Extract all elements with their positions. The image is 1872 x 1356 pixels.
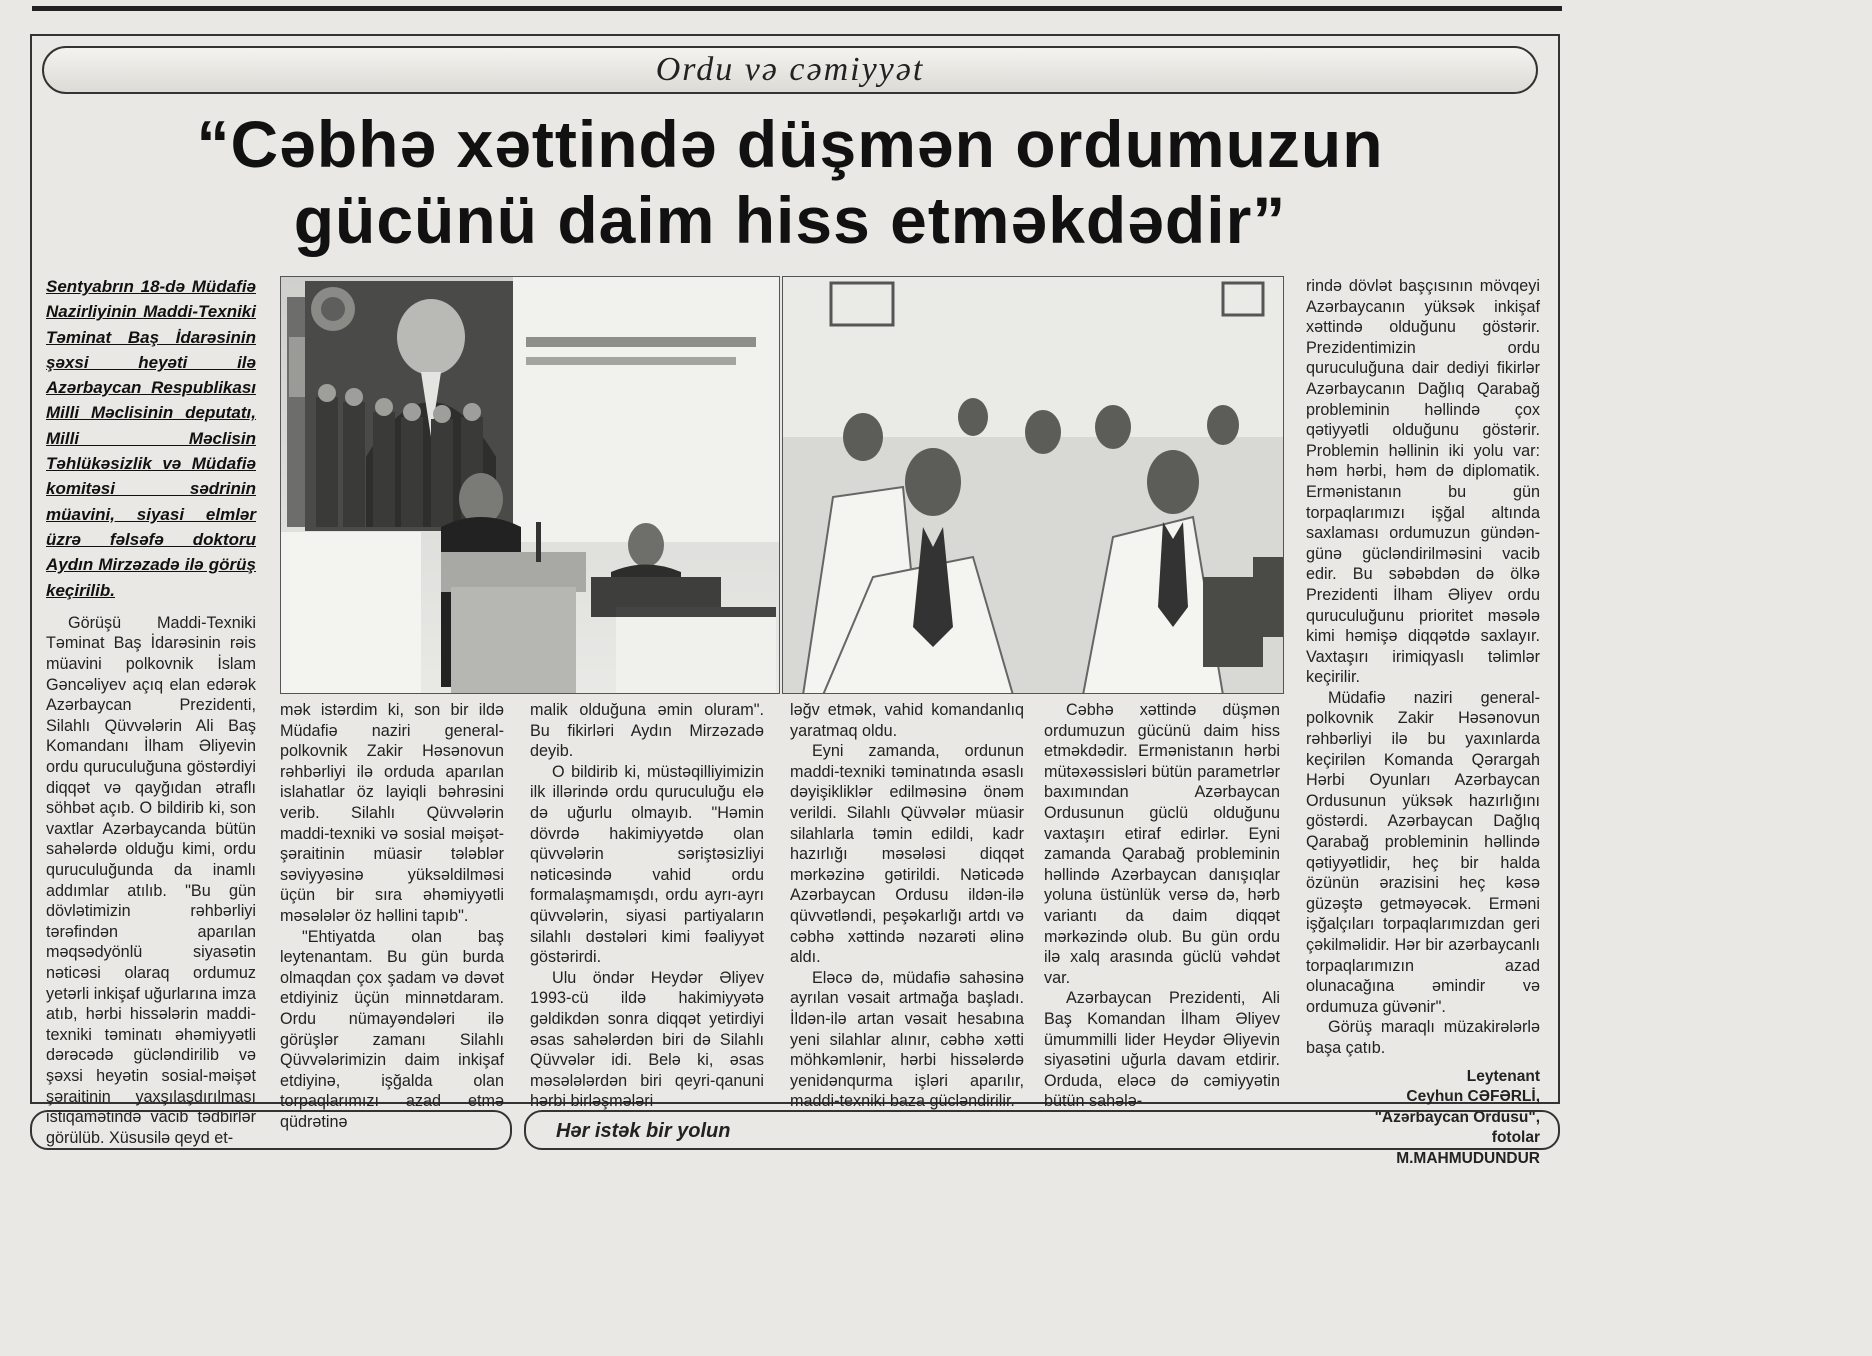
photo-speaker-image: [281, 277, 780, 694]
column-3: [530, 700, 764, 1112]
photo-audience: [782, 276, 1284, 694]
paragraph: Azərbaycan Prezidenti, Ali Baş Komandan İlham Əliyev ümummilli lider Heydər Əliyevin siyasətini uğurla davam etdirir. Orduda, eləcə də cəmiyyətin bütün sahələ-: [1044, 989, 1280, 1111]
column-2: [280, 700, 504, 1132]
paragraph: Cəbhə xəttində düşmən ordumuzun gücünü daim hiss etməkdədir. Ermənistanın hərbi mütəxəssisləri bütün parametrlər baxımından Azərbaycan Ordusunun güclü olduğunu vaxtaşırı etiraf edirlər. Eyni zamanda Qarabağ probleminin həllində Azərbaycan danışıqlar yoluna üstünlük versə də, hərb variantı da daim diqqət mərkəzində olub. Bu gün ordu ilə xalq arasında güclü vəhdət var.: [1044, 701, 1280, 987]
top-rule: [32, 6, 1562, 11]
paragraph: Görüş maraqlı müzakirələrlə başa çatıb.: [1306, 1018, 1540, 1057]
lead-paragraph: Sentyabrın 18-də Müdafiə Nazirliyinin Maddi-Texniki Təminat Baş İdarəsinin şəxsi heyəti ilə Azərbaycan Respublikası Milli Məclisinin deputatı, Milli Məclisin Təhlükəsizlik və Müdafiə komitəsi sədrinin müavini, siyasi elmlər üzrə fəlsəfə doktoru Aydın Mirzəzadə ilə görüş keçirilib.: [46, 277, 256, 600]
author-publication: "Azərbaycan Ordusu",: [1374, 1108, 1540, 1126]
next-article-box-left: [30, 1110, 512, 1150]
photo-credit-label: fotolar: [1491, 1129, 1540, 1147]
headline: [40, 106, 1540, 258]
paragraph: Müdafiə naziri general-polkovnik Zakir Həsənovun rəhbərliyi ilə bu yaxınlarda keçirilən Komanda Qərargah Hərbi Oyunları Azərbaycan Ordusunun yüksək hazırlığını göstərdi. Azərbaycan Dağlıq Qarabağ probleminin həllində qətiyyətlidir, heç bir halda özünün ərazisini heç kəsə güzəştə getməyəcək. Erməni işğalçıları torpaqlarımızdan geri çəkilməlidir. Hər bir azərbaycanlı torpaqlarımızın azad olunacağına əmindir və ordumuza güvənir".: [1306, 688, 1540, 1016]
photo-audience-image: [783, 277, 1284, 694]
headline-line-2: gücünü daim hiss etməkdədir”: [293, 183, 1287, 257]
headline-line-1: “Cəbhə xəttində düşmən ordumuzun: [196, 107, 1384, 181]
paragraph: Eləcə də, müdafiə sahəsinə ayrılan vəsait artmağa başladı. İldən-ilə artan vəsait hesabına yeni silahlar alınır, cəbhə xətti möhkəmlənir, hərbi hissələrdə yenidənqurma işləri aparılır, maddi-texniki baza gücləndirilir.: [790, 968, 1024, 1111]
photo-speaker-podium: [280, 276, 780, 694]
column-5: [1044, 700, 1280, 1112]
next-article-teaser: Hər istək bir yolun: [556, 1120, 731, 1142]
column-6: [1306, 276, 1540, 1169]
author-name: Ceyhun CƏFƏRLİ,: [1406, 1088, 1540, 1106]
paragraph: Eyni zamanda, ordunun maddi-texniki təminatında əsaslı dəyişikliklər edilməsinə önəm verildi. Silahlı Qüvvələr müasir silahlarla təmin edildi, kadr hazırlığı məsələsi diqqət mərkəzinə gətirildi. Nəticədə Azərbaycan Ordusu ildən-ilə qüvvətləndi, peşəkarlığı artdı və cəbhə xəttində nəzarəti əlinə aldı.: [790, 742, 1024, 967]
rubric-bar: [42, 46, 1538, 94]
rubric-title: Ordu və cəmiyyət: [655, 51, 925, 88]
paragraph: "Ehtiyatda olan baş leytenantam. Bu gün burda olmaqdan çox şadam və dəvət etdiyiniz üçün minnətdaram. Ordu nümayəndələri ilə görüşlər zamanı Silahlı Qüvvələrimizin daim inkişaf etdiyinə, işğalda olan torpaqlarımızı azad etmə qüdrətinə: [280, 927, 504, 1131]
paragraph: Görüşü Maddi-Texniki Təminat Baş İdarəsinin rəis müavini polkovnik İslam Gəncəliyev açıq elan edərək Azərbaycan Prezidenti, Silahlı Qüvvələrin Ali Baş Komandanı İlham Əliyevin ordu quruculuğuna göstərdiyi diqqət və qayğıdan ətraflı söhbət açıb. O bildirib ki, son vaxtlar Azərbaycanda bütün sahələrdə olduğu kimi, ordu quruculuğunda da inamlı addımlar atılıb. "Bu gün dövlətimizin rəhbərliyi tərəfindən aparılan məqsədyönlü siyasətin nəticəsi olaraq ordumuz yetərli inkişaf uğurlarına imza atıb, hərbi hissələrin maddi-texniki təminatı əhəmiyyətli dərəcədə gücləndirilib və şəxsi heyətin sosial-məişət şəraitinin yaxşılaşdırılması istiqamətində vacib tədbirlər görülüb. Xüsusilə qeyd et-: [46, 613, 256, 1147]
paragraph: mək istərdim ki, son bir ildə Müdafiə naziri general-polkovnik Zakir Həsənovun rəhbərliyi ilə orduda aparılan islahatlar öz layiqli bəhrəsini verib. Silahlı Qüvvələrin maddi-texniki və sosial məişət-şəraitinin müasir tələblər səviyyəsinə yüksəldilməsi üçün bir sıra əhəmiyyətli məsələlər öz həllini tapıb".: [280, 701, 504, 925]
paragraph: rində dövlət başçısının mövqeyi Azərbaycanın yüksək inkişaf xəttində olduğunu göstərir. Prezidentimizin ordu quruculuğuna dair dediyi fikirlər Azərbaycanın Dağlıq Qarabağ probleminin həllində çox qətiyyətli olduğunu göstərir. Problemin həllinin iki yolu var: həm hərbi, həm də diplomatik. Ermənistanın bu gün torpaqlarımızı işğal altında saxlaması ordumuzun gündən-günə gücləndirilməsini vacib edir. Bu səbəbdən də ölkə Prezidenti İlham Əliyev ordu quruculuğunu prioritet məsələ kimi həmişə diqqətdə saxlayır. Vaxtaşırı irimiqyaslı təlimlər keçirilir.: [1306, 277, 1540, 687]
paragraph: ləğv etmək, vahid komandanlıq yaratmaq oldu.: [790, 701, 1024, 740]
paragraph: O bildirib ki, müstəqilliyimizin ilk illərində ordu quruculuğu elə də uğurlu olmayıb. "Həmin dövrdə hakimiyyətdə olan qüvvələrin səriştəsizliyi nəticəsində vahid ordu formalaşmamışdı, ordu ayrı-ayrı qüvvələrin, siyasi partiyaların silahlı dəstələri kimi fəaliyyət göstərirdi.: [530, 762, 764, 967]
column-4: [790, 700, 1024, 1112]
paragraph: Ulu öndər Heydər Əliyev 1993-cü ildə hakimiyyətə gəldikdən sonra diqqət yetirdiyi əsas sahələrdən biri də Silahlı Qüvvələr idi. Belə ki, əsas məsələlərdən biri qeyri-qanuni hərbi birləşmələri: [530, 968, 764, 1111]
paragraph: malik olduğuna əmin oluram". Bu fikirləri Aydın Mirzəzadə deyib.: [530, 701, 764, 761]
column-1: [46, 274, 256, 1148]
author-rank: Leytenant: [1466, 1067, 1540, 1085]
photo-credit-name: M.MAHMUDUNDUR: [1396, 1149, 1540, 1167]
